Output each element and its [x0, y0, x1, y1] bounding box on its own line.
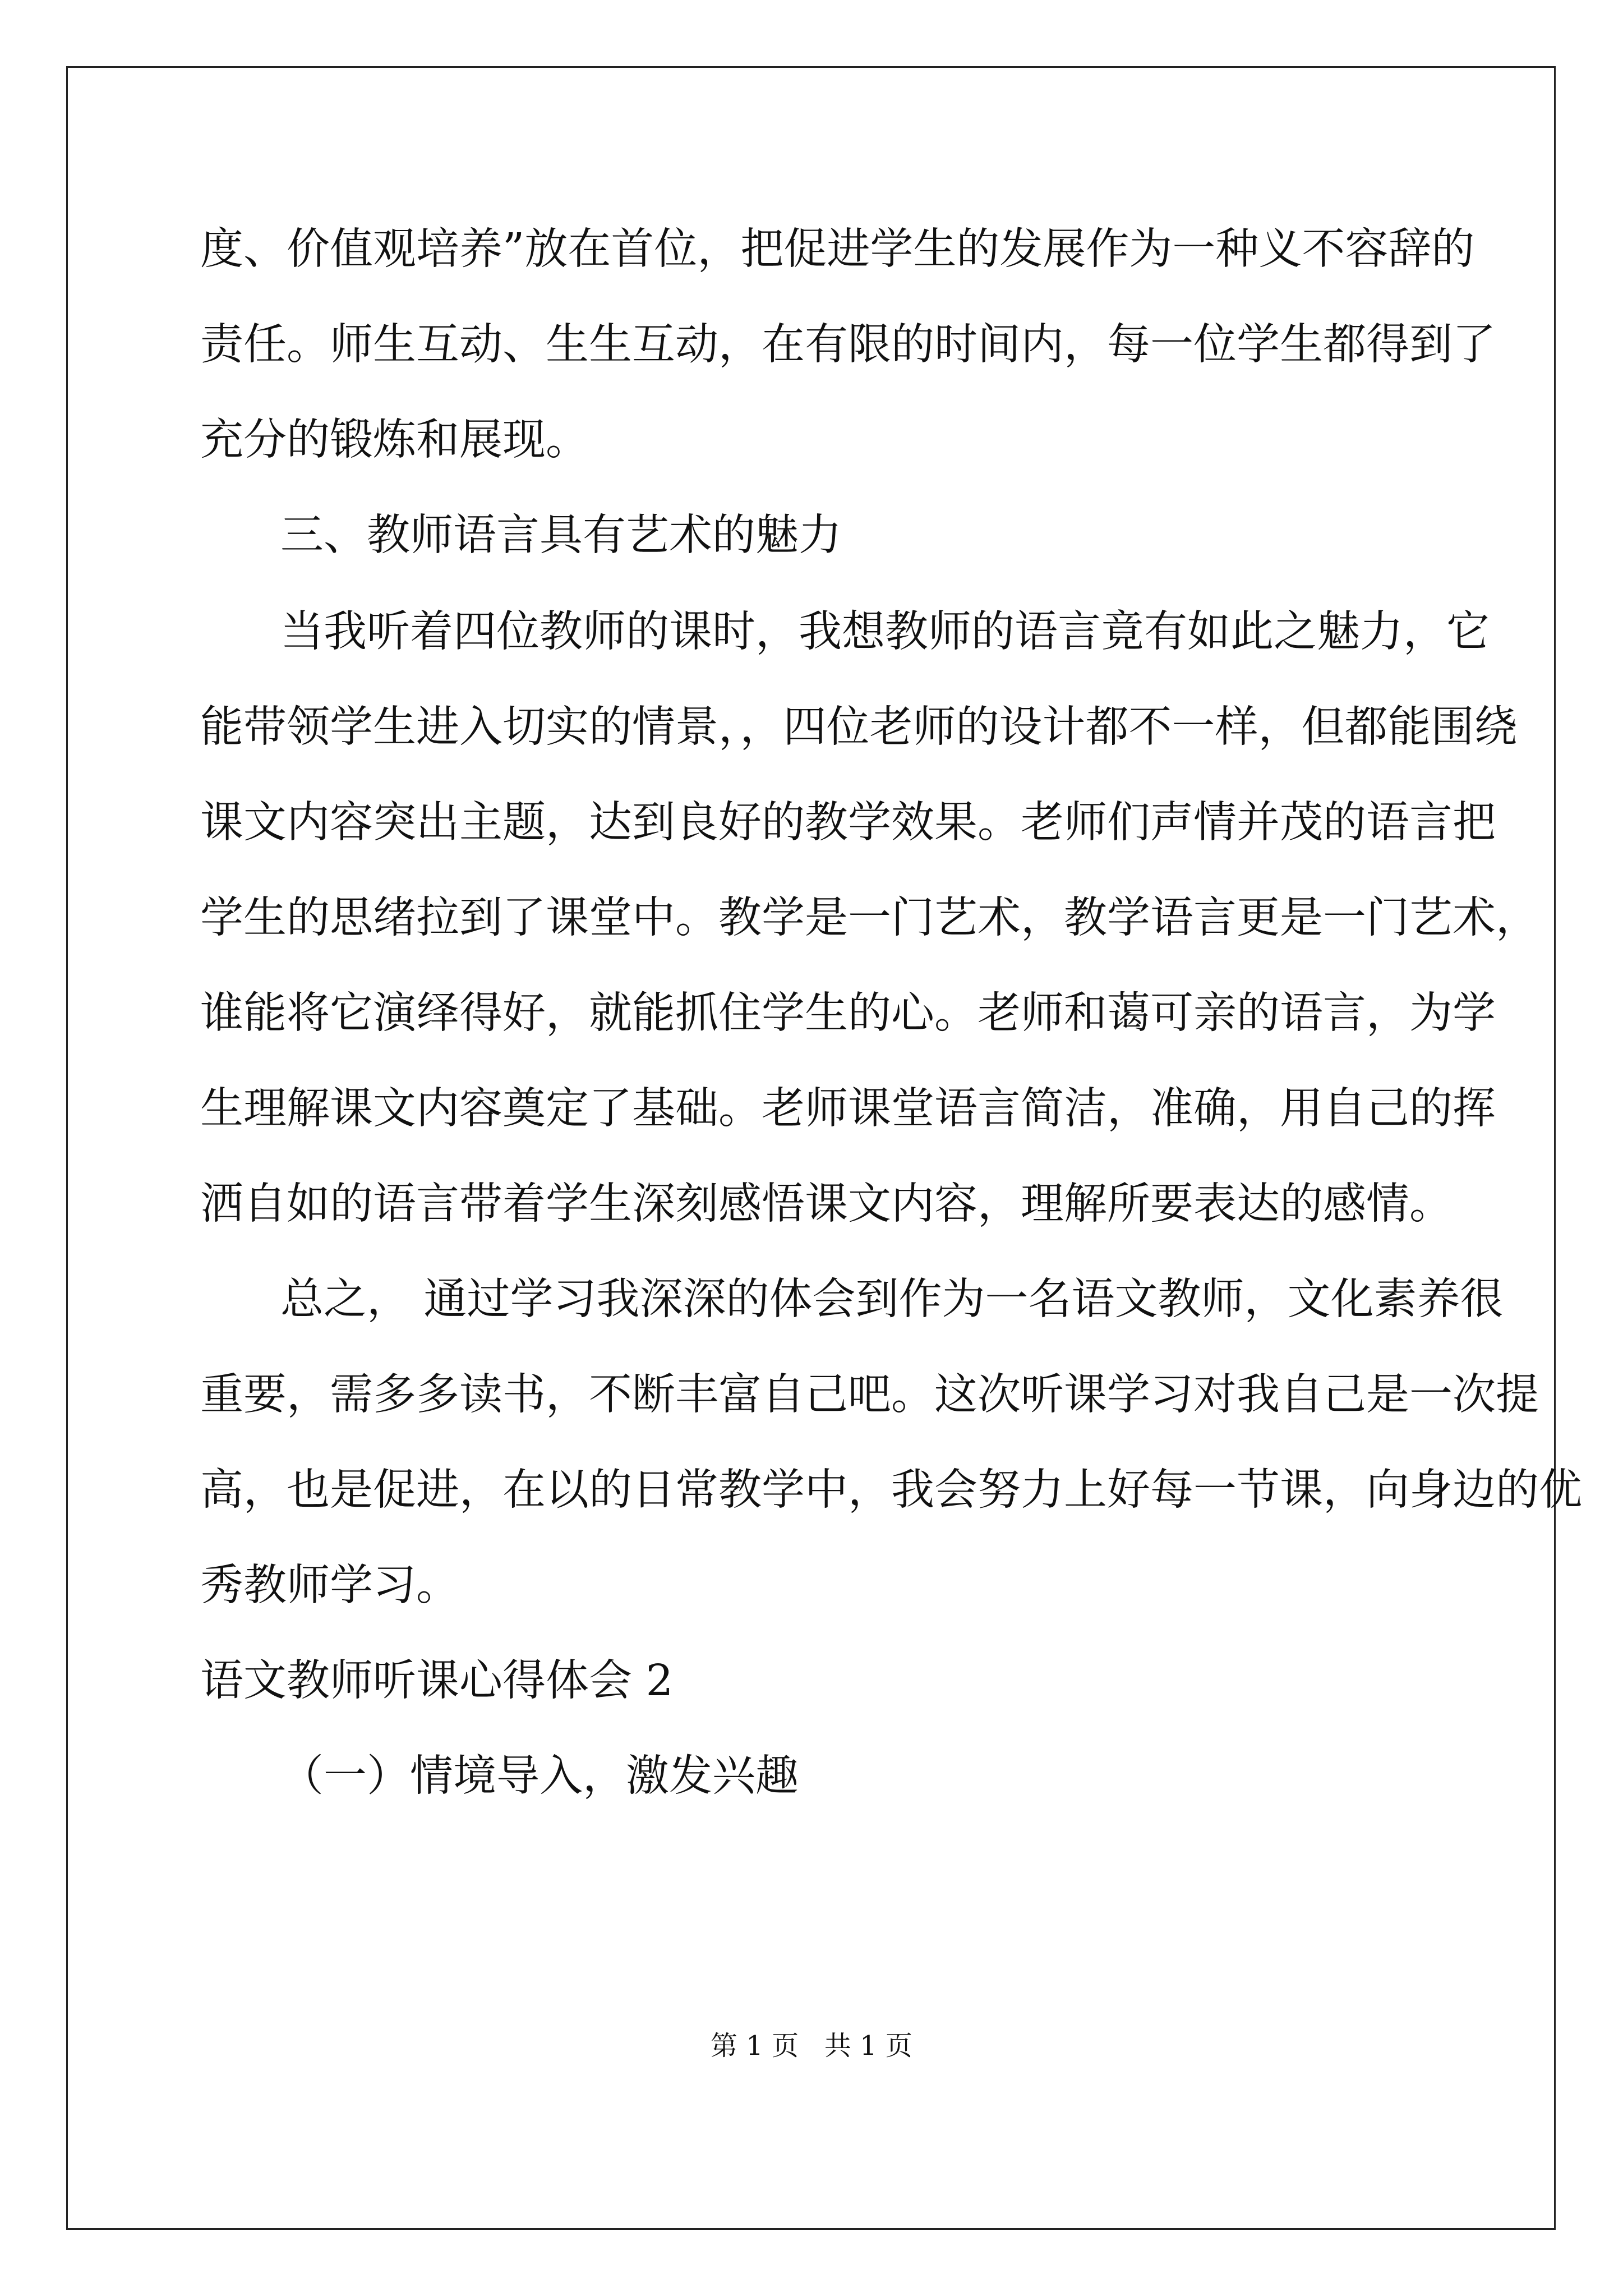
paragraph-line: 学生的思绪拉到了课堂中。教学是一门艺术，教学语言更是一门艺术， — [200, 893, 1539, 943]
paragraph-line: 重要，需多多读书，不断丰富自己吧。这次听课学习对我自己是一次提 — [200, 1370, 1539, 1420]
subsection-heading: （一）情境导入，激发兴趣 — [280, 1751, 799, 1801]
paragraph-line: 充分的锻炼和展现。 — [200, 415, 589, 465]
page-border — [66, 66, 1582, 2230]
paragraph-line: 秀教师学习。 — [200, 1561, 459, 1611]
document-title: 语文教师听课心得体会 2 — [200, 1656, 674, 1706]
paragraph-line: 洒自如的语言带着学生深刻感悟课文内容，理解所要表达的感情。 — [200, 1179, 1453, 1229]
paragraph-line: 责任。师生互动、生生互动，在有限的时间内，每一位学生都得到了 — [200, 320, 1496, 370]
paragraph-line: 生理解课文内容奠定了基础。老师课堂语言简洁，准确，用自己的挥 — [200, 1084, 1496, 1134]
paragraph-line: 总之， 通过学习我深深的体会到作为一名语文教师，文化素养很 — [280, 1274, 1504, 1324]
paragraph-line: 课文内容突出主题，达到良好的教学效果。老师们声情并茂的语言把 — [200, 798, 1496, 848]
paragraph-line: 高，也是促进，在以的日常教学中，我会努力上好每一节课，向身边的优 — [200, 1465, 1582, 1515]
paragraph-line: 度、价值观培养”放在首位，把促进学生的发展作为一种义不容辞的 — [200, 224, 1475, 274]
page-number-footer: 第 1 页 共 1 页 — [711, 2030, 912, 2062]
paragraph-line: 当我听着四位教师的课时，我想教师的语言竟有如此之魅力，它 — [280, 607, 1490, 657]
paragraph-line: 能带领学生进入切实的情景，，四位老师的设计都不一样，但都能围绕 — [200, 702, 1518, 752]
paragraph-line: 谁能将它演绎得好，就能抓住学生的心。老师和蔼可亲的语言，为学 — [200, 988, 1496, 1038]
section-heading: 三、教师语言具有艺术的魅力 — [280, 510, 842, 560]
